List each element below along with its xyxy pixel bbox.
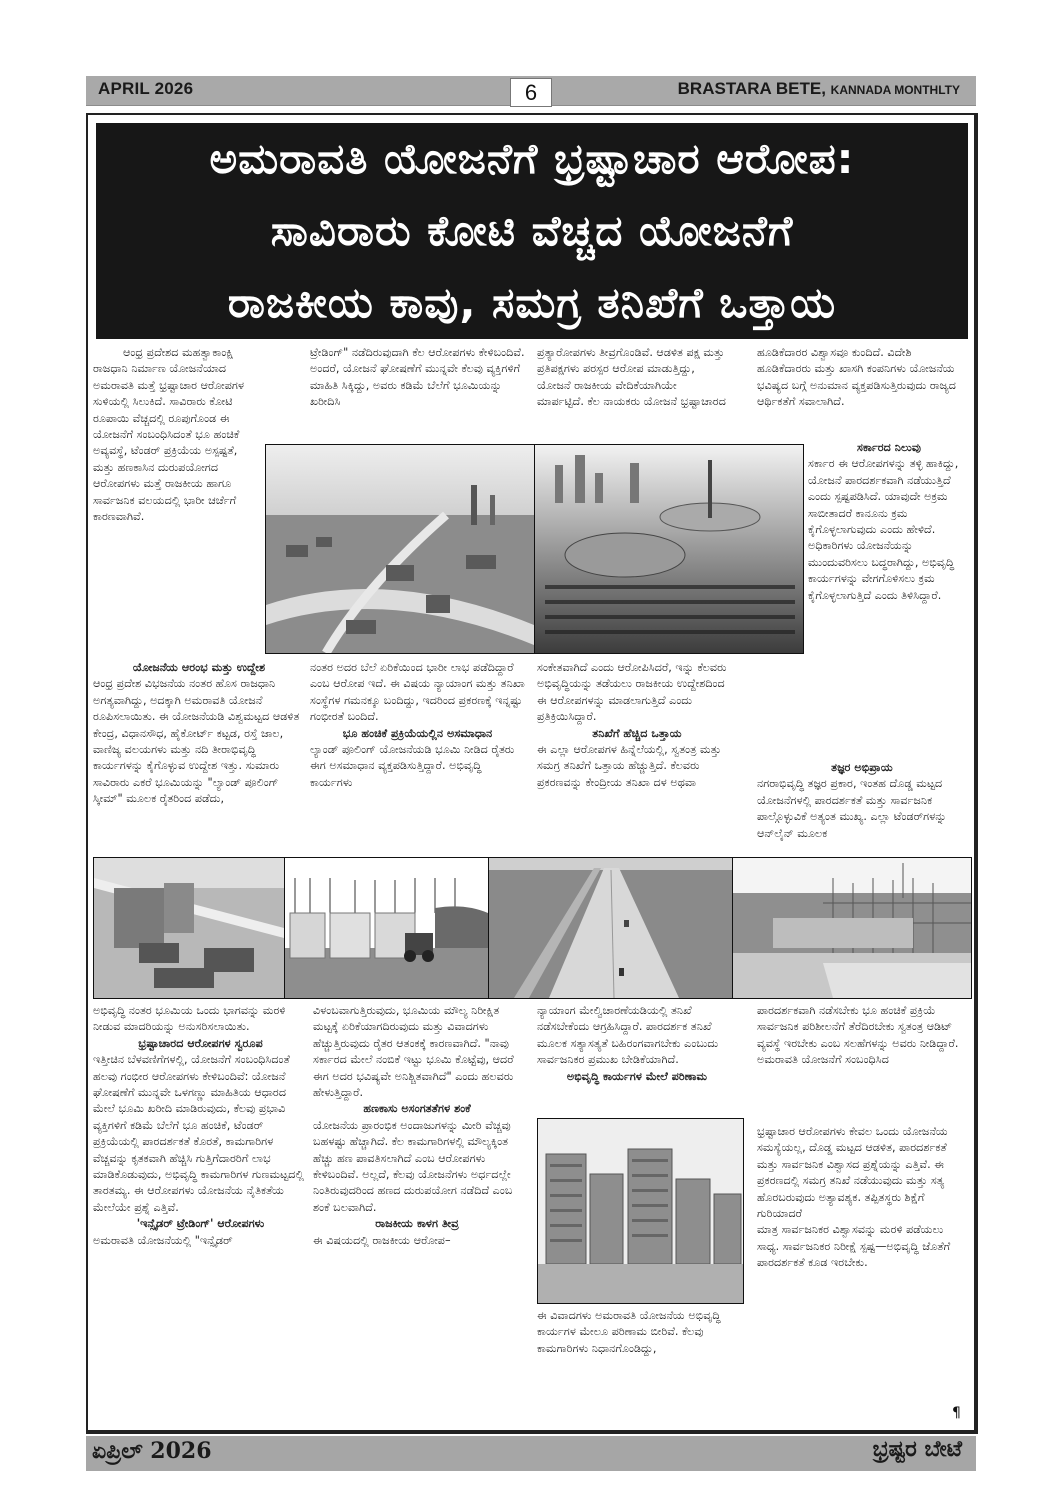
- paragraph-land-discontent: ಲ್ಯಾಂಡ್ ಪೂಲಿಂಗ್ ಯೋಜನೆಯಡಿ ಭೂಮಿ ನೀಡಿದ ರೈತರು ಈಗ ಅಸಮಾಧಾನ ವ್ಯಕ್ತಪಡಿಸುತ್ತಿದ್ದಾರೆ. ಅಭಿವೃದ್ಧಿ ಕಾರ್ಯಗಳು: [310, 743, 515, 789]
- column-1-mid: [93, 660, 305, 808]
- end-of-article-mark: ¶: [952, 1405, 961, 1421]
- subheading-insider-trading: 'ಇನ್ಸೈಡರ್ ಟ್ರೇಡಿಂಗ್' ಆರೋಪಗಳು: [136, 1217, 265, 1231]
- headline-line-2: ಸಾವಿರಾರು ಕೋಟಿ ವೆಚ್ಚದ ಯೋಜನೆಗೆ: [270, 206, 794, 255]
- photo-aerial-city: [265, 444, 535, 654]
- paragraph-political-battle: ಈ ವಿಷಯದಲ್ಲಿ ರಾಜಕೀಯ ಆರೋಪ–: [313, 1233, 451, 1247]
- paragraph-expert-suggestions: ಪಾರದರ್ಶಕವಾಗಿ ನಡೆಸಬೇಕು ಭೂ ಹಂಚಿಕೆ ಪ್ರಕ್ರಿಯೆ ಸಾರ್ವಜನಿಕ ಪರಿಶೀಲನೆಗೆ ತೆರೆದಿರಬೇಕು ಸ್ವತಂತ್ರ ಆಡಿಟ್ ವ್ಯವಸ್ಥೆ ಇರಬೇಕು ಎಂಬ ಸಲಹೆಗಳನ್ನು ಅವರು ನೀಡಿದ್ದಾರೆ.: [757, 1004, 959, 1050]
- paragraph-judicial-probe: ನ್ಯಾಯಾಂಗ ಮೇಲ್ವಿಚಾರಣೆಯಡಿಯಲ್ಲಿ ತನಿಖೆ ನಡೆಸಬೇಕೆಂದು ಆಗ್ರಹಿಸಿದ್ದಾರೆ. ಪಾರದರ್ಶಕ ತನಿಖೆ ಮೂಲಕ ಸತ್ಯಾಸತ್ಯತೆ ಬಹಿರಂಗವಾಗಬೇಕು ಎಂಬುದು ಸಾರ್ವಜನಿಕರ ಪ್ರಮುಖ ಬೇಡಿಕೆಯಾಗಿದೆ.: [537, 1004, 719, 1067]
- paragraph-insider-end: ನಂತರ ಅದರ ಬೆಲೆ ಏರಿಕೆಯಿಂದ ಭಾರೀ ಲಾಭ ಪಡೆದಿದ್ದಾರೆ ಎಂಬ ಆರೋಪ ಇದೆ. ಈ ವಿಷಯ ನ್ಯಾಯಾಂಗ ಮತ್ತು ತನಿಖಾ ಸಂಸ್ಥೆಗಳ ಗಮನಕ್ಕೂ ಬಂದಿದ್ದು, ಇದರಿಂದ ಪ್ರಕರಣಕ್ಕೆ ಇನ್ನಷ್ಟು ಗಂಭೀರತೆ ಬಂದಿದೆ.: [310, 661, 525, 724]
- page-number: 6: [510, 78, 552, 107]
- header-date: APRIL 2026: [98, 79, 194, 98]
- photo-pillar-foundation: [285, 858, 489, 998]
- headline-line-3: ರಾಜಕೀಯ ಕಾವು, ಸಮಗ್ರ ತನಿಖೆಗೆ ಒತ್ತಾಯ: [227, 278, 837, 327]
- column-4-top: [757, 345, 967, 411]
- subheading-political-battle: ರಾಜಕೀಯ ಕಾಳಗ ತೀವ್ರ: [375, 1217, 459, 1231]
- paragraph-political-end: ಸಂಕೇತವಾಗಿದೆ ಎಂದು ಆರೋಪಿಸಿದರೆ, ಇನ್ನು ಕೆಲವರು ಅಭಿವೃದ್ಧಿಯನ್ನು ತಡೆಯಲು ರಾಜಕೀಯ ಉದ್ದೇಶದಿಂದ ಈ ಆರೋಪಗಳನ್ನು ಮಾಡಲಾಗುತ್ತಿದೆ ಎಂದು ಪ್ರತಿಕ್ರಿಯಿಸಿದ್ದಾರೆ.: [537, 661, 727, 724]
- page-header: [86, 76, 976, 106]
- subheading-land-discontent: ಭೂ ಹಂಚಿಕೆ ಪ್ರಕ್ರಿಯೆಯಲ್ಲಿನ ಅಸಮಾಧಾನ: [342, 726, 493, 740]
- column-4-bottom-wrap: [757, 1124, 969, 1272]
- paragraph-finance-doubts: ಯೋಜನೆಯ ಪ್ರಾರಂಭಿಕ ಅಂದಾಜುಗಳನ್ನು ಮೀರಿ ವೆಚ್ಚವು ಬಹಳಷ್ಟು ಹೆಚ್ಚಾಗಿದೆ. ಕೆಲ ಕಾಮಗಾರಿಗಳಲ್ಲಿ ಮೌಲ್ಯಕ್ಕಿಂತ ಹೆಚ್ಚು ಹಣ ಪಾವತಿಸಲಾಗಿದೆ ಎಂಬ ಆರೋಪಗಳು ಕೇಳಿಬಂದಿವೆ. ಅಲ್ಲದೆ, ಕೆಲವು ಯೋಜನೆಗಳು ಅರ್ಧದಲ್ಲೇ ನಿಂತಿರುವುದರಿಂದ ಹಣದ ದುರುಪಯೋಗ ನಡೆದಿದೆ ಎಂಬ ಶಂಕೆ ಬಲವಾಗಿದೆ.: [313, 1118, 513, 1214]
- paragraph-investors: ಹೂಡಿಕೆದಾರರ ವಿಶ್ವಾಸವೂ ಕುಂದಿದೆ. ವಿದೇಶಿ ಹೂಡಿಕೆದಾರರು ಮತ್ತು ಖಾಸಗಿ ಕಂಪನಿಗಳು ಯೋಜನೆಯ ಭವಿಷ್ಯದ ಬಗ್ಗೆ ಅನುಮಾನ ವ್ಯಕ್ತಪಡಿಸುತ್ತಿರುವುದು ರಾಜ್ಯದ ಆರ್ಥಿಕತೆಗೆ ಸವಾಲಾಗಿದೆ.: [757, 346, 956, 409]
- intro-paragraph: ಆಂಧ್ರ ಪ್ರದೇಶದ ಮಹತ್ವಾಕಾಂಕ್ಷಿ ರಾಜಧಾನಿ ನಿರ್ಮಾಣ ಯೋಜನೆಯಾದ ಅಮರಾವತಿ ಮತ್ತೆ ಭ್ರಷ್ಟಾಚಾರ ಆರೋಪಗಳ ಸುಳಿಯಲ್ಲಿ ಸಿಲುಕಿದೆ. ಸಾವಿರಾರು ಕೋಟಿ ರೂಪಾಯಿ ವೆಚ್ಚದಲ್ಲಿ ರೂಪುಗೊಂಡ ಈ ಯೋಜನೆಗೆ ಸಂಬಂಧಿಸಿದಂತೆ ಭೂ ಹಂಚಿಕೆ ಅವ್ಯವಸ್ಥೆ, ಟೆಂಡರ್ ಪ್ರಕ್ರಿಯೆಯ ಅಸ್ಪಷ್ಟತೆ, ಮತ್ತು ಹಣಕಾಸಿನ ದುರುಪಯೋಗದ ಆರೋಪಗಳು ಮತ್ತೆ ರಾಜಕೀಯ ಹಾಗೂ ಸಾರ್ವಜನಿಕ ವಲಯದಲ್ಲಿ ಭಾರೀ ಚರ್ಚೆಗೆ ಕಾರಣವಾಗಿವೆ.: [93, 346, 245, 524]
- page-footer: [86, 1436, 976, 1471]
- headline-block: [96, 123, 968, 339]
- column-4-lower: [757, 760, 967, 842]
- photo-highway-aerial: [489, 858, 733, 998]
- headline-line-1: ಅಮರಾವತಿ ಯೋಜನೆಗೆ ಭ್ರಷ್ಟಾಚಾರ ಆರೋಪ:: [209, 134, 855, 183]
- paragraph-conclusion-mid: ಭ್ರಷ್ಟಾಚಾರ ಆರೋಪಗಳು ಕೇವಲ ಒಂದು ಯೋಜನೆಯ ಸಮಸ್ಯೆಯಲ್ಲ, ದೊಡ್ಡ ಮಟ್ಟದ ಆಡಳಿತ, ಪಾರದರ್ಶಕತೆ ಮತ್ತು ಸಾರ್ವಜನಿಕ ವಿಶ್ವಾಸದ ಪ್ರಶ್ನೆಯನ್ನು ಎತ್ತಿವೆ. ಈ ಪ್ರಕರಣದಲ್ಲಿ ಸಮಗ್ರ ತನಿಖೆ ನಡೆಯುವುದು ಮತ್ತು ಸತ್ಯ ಹೊರಬರುವುದು ಅತ್ಯಾವಶ್ಯಕ. ತಪ್ಪಿತಸ್ಥರು ಶಿಕ್ಷೆಗೆ ಗುರಿಯಾದರೆ: [757, 1125, 948, 1221]
- footer-publication: ಭ್ರಷ್ಟರ ಬೇಟೆ: [872, 1437, 962, 1462]
- column-1-bottom: [93, 1003, 308, 1249]
- photo-apartment-towers: [537, 1118, 744, 1304]
- column-4-bottom: [757, 1003, 969, 1069]
- aerial-city-construction-photo: [266, 445, 534, 653]
- photo-riverside-construction: [733, 858, 971, 998]
- paragraph-conclusion-end: ಮಾತ್ರ ಸಾರ್ವಜನಿಕರ ವಿಶ್ವಾಸವನ್ನು ಮರಳಿ ಪಡೆಯಲು ಸಾಧ್ಯ. ಸಾರ್ವಜನಿಕರ ನಿರೀಕ್ಷೆ ಸ್ಪಷ್ಟ—ಅಭಿವೃದ್ಧಿ ಜೊತೆಗೆ ಪಾರದರ್ಶಕತೆ ಕೂಡ ಇರಬೇಕು.: [757, 1223, 951, 1270]
- paragraph-govt-stand: ಸರ್ಕಾರ ಈ ಆರೋಪಗಳನ್ನು ತಳ್ಳಿ ಹಾಕಿದ್ದು, ಯೋಜನೆ ಪಾರದರ್ಶಕವಾಗಿ ನಡೆಯುತ್ತಿದೆ ಎಂದು ಸ್ಪಷ್ಟಪಡಿಸಿದೆ. ಯಾವುದೇ ಅಕ್ರಮ ಸಾಬೀತಾದರೆ ಕಾನೂನು ಕ್ರಮ ಕೈಗೊಳ್ಳಲಾಗುವುದು ಎಂದು ಹೇಳಿದೆ. ಅಧಿಕಾರಿಗಳು ಯೋಜನೆಯನ್ನು ಮುಂದುವರಿಸಲು ಬದ್ಧರಾಗಿದ್ದು, ಅಭಿವೃದ್ಧಿ ಕಾರ್ಯಗಳನ್ನು ವೇಗಗೊಳಿಸಲು ಕ್ರಮ ಕೈಗೊಳ್ಳಲಾಗುತ್ತಿದೆ ಎಂದು ತಿಳಿಸಿದ್ದಾರೆ.: [808, 457, 959, 602]
- subheading-probe-demand: ತನಿಖೆಗೆ ಹೆಚ್ಚಿದ ಒತ್ತಾಯ: [592, 726, 682, 740]
- paragraph-conclusion-start: ಅಮರಾವತಿ ಯೋಜನೆಗೆ ಸಂಬಂಧಿಸಿದ: [757, 1053, 889, 1067]
- column-3-bottom-end: [537, 1308, 737, 1357]
- subheading-origin: ಯೋಜನೆಯ ಆರಂಭ ಮತ್ತು ಉದ್ದೇಶ: [132, 661, 266, 674]
- paragraph-farmer-worry: ವಿಳಂಬವಾಗುತ್ತಿರುವುದು, ಭೂಮಿಯ ಮೌಲ್ಯ ನಿರೀಕ್ಷಿತ ಮಟ್ಟಕ್ಕೆ ಏರಿಕೆಯಾಗದಿರುವುದು ಮತ್ತು ವಿವಾದಗಳು ಹೆಚ್ಚುತ್ತಿರುವುದು ರೈತರ ಆತಂಕಕ್ಕೆ ಕಾರಣವಾಗಿದೆ. "ನಾವು ಸರ್ಕಾರದ ಮೇಲೆ ನಂಬಿಕೆ ಇಟ್ಟು ಭೂಮಿ ಕೊಟ್ಟೆವು, ಆದರೆ ಈಗ ಅದರ ಭವಿಷ್ಯವೇ ಅನಿಶ್ಚಿತವಾಗಿದೆ" ಎಂದು ಹಲವರು ಹೇಳುತ್ತಿದ್ದಾರೆ.: [313, 1004, 514, 1100]
- subheading-experts: ತಜ್ಞರ ಅಭಿಪ್ರಾಯ: [831, 761, 893, 774]
- paragraph-insider-cont: ಟ್ರೇಡಿಂಗ್" ನಡೆದಿರುವುದಾಗಿ ಕೆಲ ಆರೋಪಗಳು ಕೇಳಿಬಂದಿವೆ. ಅಂದರೆ, ಯೋಜನೆ ಘೋಷಣೆಗೆ ಮುನ್ನವೇ ಕೆಲವು ವ್ಯಕ್ತಿಗಳಿಗೆ ಮಾಹಿತಿ ಸಿಕ್ಕಿದ್ದು, ಅವರು ಕಡಿಮೆ ಬೆಲೆಗೆ ಭೂಮಿಯನ್ನು ಖರೀದಿಸಿ: [310, 346, 525, 409]
- column-2-top: [310, 345, 525, 411]
- pillar-foundation-photo: [285, 858, 488, 998]
- publication-title: [678, 79, 960, 99]
- footer-date: ಏಪ್ರಿಲ್ 2026: [92, 1438, 212, 1464]
- riverside-construction-photo: [733, 858, 971, 998]
- photo-strip: [93, 857, 972, 999]
- column-2-mid: [310, 660, 525, 791]
- column-4-mid: [808, 440, 970, 604]
- column-3-bottom: [537, 1003, 737, 1085]
- column-3-top: [537, 345, 727, 411]
- publication-name: BRASTARA BETE,: [677, 79, 826, 98]
- column-3-mid: [537, 660, 737, 791]
- apartment-towers-photo: [538, 1119, 743, 1303]
- photo-capital-complex: [534, 444, 804, 654]
- paragraph-nature-of-charges: ಇತ್ತೀಚಿನ ಬೆಳವಣಿಗೆಗಳಲ್ಲಿ, ಯೋಜನೆಗೆ ಸಂಬಂಧಿಸಿದಂತೆ ಹಲವು ಗಂಭೀರ ಆರೋಪಗಳು ಕೇಳಿಬಂದಿವೆ: ಯೋಜನೆ ಘೋಷಣೆಗೆ ಮುನ್ನವೇ ಒಳಗಣ್ಣು ಮಾಹಿತಿಯ ಆಧಾರದ ಮೇಲೆ ಭೂಮಿ ಖರೀದಿ ಮಾಡಿರುವುದು, ಕೆಲವು ಪ್ರಭಾವಿ ವ್ಯಕ್ತಿಗಳಿಗೆ ಕಡಿಮೆ ಬೆಲೆಗೆ ಭೂ ಹಂಚಿಕೆ, ಟೆಂಡರ್ ಪ್ರಕ್ರಿಯೆಯಲ್ಲಿ ಪಾರದರ್ಶಕತೆ ಕೊರತೆ, ಕಾಮಗಾರಿಗಳ ವೆಚ್ಚವನ್ನು ಕೃತಕವಾಗಿ ಹೆಚ್ಚಿಸಿ ಗುತ್ತಿಗೆದಾರರಿಗೆ ಲಾಭ ಮಾಡಿಕೊಡುವುದು, ಅಭಿವೃದ್ಧಿ ಕಾಮಗಾರಿಗಳ ಗುಣಮಟ್ಟದಲ್ಲಿ ತಾರತಮ್ಯ. ಈ ಆರೋಪಗಳು ಯೋಜನೆಯ ನೈತಿಕತೆಯ ಮೇಲೆಯೇ ಪ್ರಶ್ನೆ ಎತ್ತಿವೆ.: [93, 1053, 304, 1214]
- photo-building-construction: [94, 858, 285, 998]
- building-construction-photo: [94, 858, 284, 998]
- subheading-nature-of-charges: ಭ್ರಷ್ಟಾಚಾರದ ಆರೋಪಗಳ ಸ್ವರೂಪ: [138, 1036, 263, 1050]
- paragraph-land-model: ಅಭಿವೃದ್ಧಿ ನಂತರ ಭೂಮಿಯ ಒಂದು ಭಾಗವನ್ನು ಮರಳಿ ನೀಡುವ ಮಾದರಿಯನ್ನು ಅನುಸರಿಸಲಾಯಿತು.: [93, 1004, 286, 1034]
- subheading-development-impact: ಅಭಿವೃದ್ಧಿ ಕಾರ್ಯಗಳ ಮೇಲೆ ಪರಿಣಾಮ: [566, 1069, 708, 1083]
- paragraph-insider-trading: ಅಮರಾವತಿ ಯೋಜನೆಯಲ್ಲಿ "ಇನ್ಸೈಡರ್: [93, 1233, 233, 1247]
- publication-suffix: KANNADA MONTHLTY: [830, 83, 960, 97]
- paragraph-development-impact: ಈ ವಿವಾದಗಳು ಅಮರಾವತಿ ಯೋಜನೆಯ ಅಭಿವೃದ್ಧಿ ಕಾರ್ಯಗಳ ಮೇಲೂ ಪರಿಣಾಮ ಬೀರಿವೆ. ಕೆಲವು ಕಾಮಗಾರಿಗಳು ನಿಧಾನಗೊಂಡಿದ್ದು,: [537, 1309, 721, 1355]
- subheading-govt-stand: ಸರ್ಕಾರದ ನಿಲುವು: [857, 441, 921, 454]
- aerial-capital-complex-photo: [535, 445, 803, 653]
- paragraph-probe-demand: ಈ ಎಲ್ಲಾ ಆರೋಪಗಳ ಹಿನ್ನೆಲೆಯಲ್ಲಿ, ಸ್ವತಂತ್ರ ಮತ್ತು ಸಮಗ್ರ ತನಿಖೆಗೆ ಒತ್ತಾಯ ಹೆಚ್ಚುತ್ತಿದೆ. ಕೆಲವರು ಪ್ರಕರಣವನ್ನು ಕೇಂದ್ರೀಯ ತನಿಖಾ ದಳ ಅಥವಾ: [537, 743, 722, 789]
- highway-aerial-photo: [489, 858, 732, 998]
- column-1-top: [93, 345, 261, 525]
- column-2-bottom: [313, 1003, 521, 1249]
- paragraph-experts: ನಗರಾಭಿವೃದ್ಧಿ ತಜ್ಞರ ಪ್ರಕಾರ, ಇಂತಹ ದೊಡ್ಡ ಮಟ್ಟದ ಯೋಜನೆಗಳಲ್ಲಿ ಪಾರದರ್ಶಕತೆ ಮತ್ತು ಸಾರ್ವಜನಿಕ ಪಾಲ್ಗೊಳ್ಳುವಿಕೆ ಅತ್ಯಂತ ಮುಖ್ಯ. ಎಲ್ಲಾ ಟೆಂಡರ್‌ಗಳನ್ನು ಆನ್‌ಲೈನ್ ಮೂಲಕ: [757, 777, 947, 840]
- paragraph-origin: ಆಂಧ್ರ ಪ್ರದೇಶ ವಿಭಜನೆಯ ನಂತರ ಹೊಸ ರಾಜಧಾನಿ ಅಗತ್ಯವಾಗಿದ್ದು, ಅದಕ್ಕಾಗಿ ಅಮರಾವತಿ ಯೋಜನೆ ರೂಪಿಸಲಾಯಿತು. ಈ ಯೋಜನೆಯಡಿ ವಿಶ್ವಮಟ್ಟದ ಆಡಳಿತ ಕೇಂದ್ರ, ವಿಧಾನಸೌಧ, ಹೈಕೋರ್ಟ್ ಕಟ್ಟಡ, ರಸ್ತೆ ಜಾಲ, ವಾಣಿಜ್ಯ ವಲಯಗಳು ಮತ್ತು ನದಿ ತೀರಾಭಿವೃದ್ಧಿ ಕಾರ್ಯಗಳನ್ನು ಕೈಗೊಳ್ಳುವ ಉದ್ದೇಶ ಇತ್ತು. ಸುಮಾರು ಸಾವಿರಾರು ಎಕರೆ ಭೂಮಿಯನ್ನು "ಲ್ಯಾಂಡ್ ಪೂಲಿಂಗ್ ಸ್ಕೀಮ್" ಮೂಲಕ ರೈತರಿಂದ ಪಡೆದು,: [93, 677, 300, 806]
- paragraph-political-cont: ಪ್ರತ್ಯಾರೋಪಗಳು ತೀವ್ರಗೊಂಡಿವೆ. ಆಡಳಿತ ಪಕ್ಷ ಮತ್ತು ಪ್ರತಿಪಕ್ಷಗಳು ಪರಸ್ಪರ ಆರೋಪ ಮಾಡುತ್ತಿದ್ದು, ಯೋಜನೆ ರಾಜಕೀಯ ವೇದಿಕೆಯಾಗಿಯೇ ಮಾರ್ಪಟ್ಟಿದೆ. ಕೆಲ ನಾಯಕರು ಯೋಜನೆ ಭ್ರಷ್ಟಾಚಾರದ: [537, 346, 726, 409]
- subheading-finance-doubts: ಹಣಕಾಸು ಅಸಂಗತತೆಗಳ ಶಂಕೆ: [363, 1102, 471, 1116]
